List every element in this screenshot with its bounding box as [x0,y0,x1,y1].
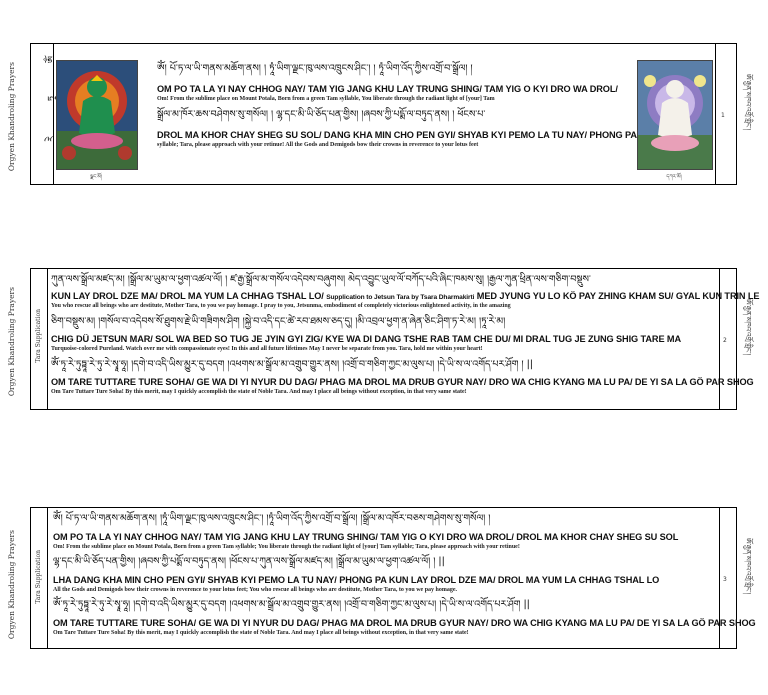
verse-block [53,598,756,638]
stack-syllable: ཏཱ [47,96,57,102]
romanized-line: OM TARE TUTTARE TURE SOHA/ GE WA DI YI NYUR DU DAG/ PHAG MA DROL MA DRUB GYUR NAY/ DRO WA CHIG KYANG MA LU PA/ DE YI SA LA GÖ PAR SHOG [51,377,754,387]
mantra-stack [39,56,57,176]
prayer-page-2 [7,268,760,410]
stack-syllable: རེ [47,136,57,142]
tibetan-line: ཅིག་བསྡུས་མ། །གསོལ་བ་འདེབས་སོ་ཐུགས་རྗེ་ཡི་གཟིགས་ཤིག །སྐྱེ་བ་འདི་དང་ཚེ་རབ་ཐམས་ཅད་དུ། །མི་འབྲལ་ཕྱག་ན་ཞེན་ཅིང་ཤིག་ཏ་རེ་མ། །ཏཱ་རེ་མ། [51,316,506,327]
image-caption: ལྗང་མོ། [90,174,102,180]
english-line: Om! From the sublime place on Mount Potala, Born from a green Tam syllable, You liberate through the radiant light of [your] Tam [157,96,495,102]
romanized-line: OM TARE TUTTARE TURE SOHA/ GE WA DI YI NYUR DU DAG/ PHAG MA DROL MA DRUB GYUR NAY/ DRO WA CHIG KYANG MA LU PA/ DE YI SA LA GÖ PAR SHOG [53,618,756,628]
verse-block [157,108,637,150]
tibetan-line: ཨོཾ། པོ་ཏ་ལ་ཡི་གནས་མཆོག་ནས། ། ཏཱཾ་ཡིག་ལྗང་ཁུ་ལས་འཁྲུངས་ཤིང་། ། ཏཱཾ་ཡིག་འོད་ཀྱིས་འགྲོ་བ་སྒྲོལ། ། [157,63,473,74]
page-number: 2 [723,337,727,344]
prayer-page-3 [7,507,756,649]
divider [53,44,54,184]
prayer-text [157,62,637,151]
tibetan-line: སྒྲོལ་མ་ཁོར་ཆས་བཤེགས་སུ་གསོལ། ། ལྷ་དང་མི་ཡི་ཅོད་པན་གྱིས། །ཞབས་ཀྱི་པདྨོ་ལ་བཏུད་ནས། ། ཕོངས་པ་ [157,109,486,120]
side-title: Orgyen Khandroling Prayers [7,62,16,172]
side-tibetan-title: ཨོ་རྒྱན་མཁའ་འགྲོ་གླིང་། [744,74,752,131]
side-tibetan-title: ཨོ་རྒྱན་མཁའ་འགྲོ་གླིང་། [744,538,752,595]
image-caption: དཀར་མོ། [666,174,682,180]
english-line: Om Tare Tuttare Ture Soha! By this merit, may I quickly accomplish the state of Noble Tara. And may I place all beings without exception, in that very same state! [51,389,467,395]
prayer-page-1 [7,43,752,185]
tibetan-line: ཨོཾ་ཏཱ་རེ་ཏུཏྟཱ་རེ་ཏུ་རེ་སྭཱ་ཧཱ། །དགེ་བ་འདི་ཡིས་མྱུར་དུ་བདག །འཕགས་མ་སྒྲོལ་མ་འགྲུབ་གྱུར་ནས། །འགྲོ་བ་གཅིག་ཀྱང་མ་ལུས་པ། །དེ་ཡི་ས་ལ་འགོད་པར་ཤོག || [53,599,530,610]
side-title: Orgyen Khandroling Prayers [7,287,16,397]
divider [719,269,720,409]
divider [47,508,48,648]
green-tara-image [56,60,138,170]
side-subtitle: Tara Supplication [35,550,42,604]
side-subtitle: Tara Supplication [35,309,42,363]
stack-syllable: ཨོཾ [47,56,57,64]
romanized-line [51,290,760,302]
supplication-heading: Supplication to Jetsun Tara by Tsara Dharmakirti [326,294,475,301]
verse-block [51,315,717,354]
english-line: You who rescue all beings who are destitute, Mother Tara, to you we pay homage. I pray to you, Jetsunma, embodiment of completely victorious enlightened activity, in the amazing [51,303,511,309]
romanized-line: OM PO TA LA YI NAY CHHOG NAY/ TAM YIG JANG KHU LAY TRUNG SHING/ TAM YIG O KYI DRO WA DROL/ [157,84,618,94]
english-line: syllable; Tara, please approach with your retinue! All the Gods and Demigods bow their crowns in reverence to your lotus feet [157,142,479,148]
tibetan-line: ཨོཾ། པོ་ཏ་ལ་ཡི་གནས་མཆོག་ནས། །ཏཱཾ་ཡིག་ལྗང་ཁུ་ལས་འཁྲུངས་ཤིང་། །ཏཱཾ་ཡིག་འོད་ཀྱིས་འགྲོ་བ་སྒྲོལ། །སྒྲོལ་མ་འཁོར་བཅས་གཤེགས་སུ་གསོལ། ། [53,513,491,524]
tibetan-line: ཀུན་ལས་སྒྲོལ་མཛད་མ། །སྒྲོལ་མ་ཡུམ་ལ་ཕྱག་འཚལ་ལོ། ། ཛ་རྒྱ་སྒྲོལ་མ་གསོལ་འདེབས་བཞུགས། མེད་འབྱུང་ཡུལ་ལོ་བཀོད་པའི་ཞིང་ཁམས་སུ། །རྒྱལ་ཀུན་ཕྲིན་ལས་གཅིག་བསྡུས་ [51,274,591,285]
romanized-text: KUN LAY DROL DZE MA/ DROL MA YUM LA CHHAG TSHAL LO/ [51,291,324,301]
romanized-text: MED JYUNG YU LO KÖ PAY ZHING KHAM SU/ GYAL KUN TRIN LE [476,291,760,301]
romanized-line: LHA DANG KHA MIN CHO PEN GYI/ SHYAB KYI PEMO LA TU NAY/ PHONG PA KUN LAY DROL DZE MA/ DROL MA YUM LA CHHAG TSHAL LO [53,575,660,585]
green-tara-painting [57,61,137,169]
page-number: 3 [723,576,727,583]
page-number: 1 [721,112,725,119]
english-line: Om! From the sublime place on Mount Potala, Born from a green Tam syllable; You liberate through the radiant light of [your] Tam syllable; Tara, please approach with your retinue! [53,544,520,550]
romanized-line: OM PO TA LA YI NAY CHHOG NAY/ TAM YIG JANG KHU LAY TRUNG SHING/ TAM YIG O KYI DRO WA DROL/ DROL MA KHOR CHAY SHEG SU SOL [53,532,679,542]
romanized-line: DROL MA KHOR CHAY SHEG SU SOL/ DANG KHA MIN CHO PEN GYI/ SHYAB KYI PEMO LA TU NAY/ PHONG PA [157,130,637,140]
side-tibetan-title: ཨོ་རྒྱན་མཁའ་འགྲོ་གླིང་། [744,299,752,356]
tibetan-line: ལྷ་དང་མི་ཡི་ཅོད་པན་གྱིས། །ཞབས་ཀྱི་པདྨོ་ལ་བཏུད་ནས། །ཕོངས་པ་ཀུན་ལས་སྒྲོལ་མཛད་མ། །སྒྲོལ་མ་ཡུམ་ལ་ཕྱག་འཚལ་ལོ། ། || [53,556,445,567]
verse-block [157,62,633,104]
divider [719,508,720,648]
divider [47,269,48,409]
divider [715,44,716,184]
verse-block [51,273,760,311]
white-tara-painting [638,61,712,169]
tibetan-line: ཨོཾ་ཏཱ་རེ་ཏུཏྟཱ་རེ་ཏུ་རེ་སྭཱ་ཧཱ། །དགེ་བ་འདི་ཡིས་མྱུར་དུ་བདག །འཕགས་མ་སྒྲོལ་མ་འགྲུབ་གྱུར་ནས། །འགྲོ་བ་གཅིག་ཀྱང་མ་ལུས་པ། །དེ་ཡི་ས་ལ་འགོད་པར་ཤོག ། || [51,359,534,370]
side-title: Orgyen Khandroling Prayers [7,530,16,640]
verse-block [53,555,717,595]
english-line: All the Gods and Demigods bow their crowns in reverence to your lotus feet; You who rescue all beings who are destitute, Mother Tara, to you we pay homage. [53,587,458,593]
english-line: Turquoise-colored Pureland. Watch over me with compassionate eyes! In this and all future lifetimes May I never be separate from you. Tara, hold me within your heart! [51,346,483,352]
english-line: Om Tare Tuttare Ture Soha! By this merit, may I quickly accomplish the state of Noble Tara. And may I place all beings without exception, in that very same state! [53,630,469,636]
verse-block [53,512,717,552]
verse-block [51,358,754,397]
romanized-line: CHIG DÜ JETSUN MAR/ SOL WA BED SO TUG JE JYIN GYI ZIG/ KYE WA DI DANG TSHE RAB TAM CHE DU/ MI DRAL TUG JE ZUNG SHIG TARE MA [51,334,682,344]
white-tara-image [637,60,713,170]
